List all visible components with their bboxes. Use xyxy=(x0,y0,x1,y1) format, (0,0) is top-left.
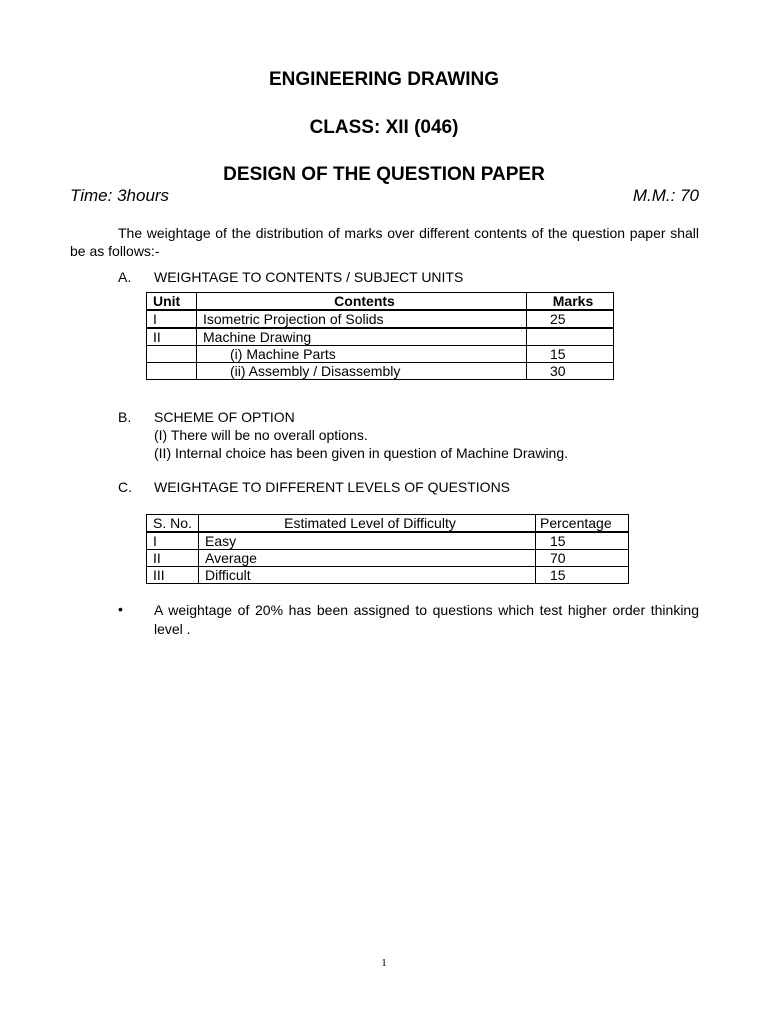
header-contents: Contents xyxy=(197,293,527,311)
marks-cell: 15 xyxy=(527,346,614,363)
table-row xyxy=(147,363,614,380)
percentage-cell: 15 xyxy=(536,532,629,550)
percentage-cell: 15 xyxy=(536,567,629,584)
table-row xyxy=(147,550,629,567)
contents-cell: (ii) Assembly / Disassembly xyxy=(197,363,527,380)
contents-cell: Isometric Projection of Solids xyxy=(197,310,527,328)
section-b-heading: SCHEME OF OPTION xyxy=(154,409,295,425)
table-row xyxy=(147,328,614,346)
difficulty-cell: Difficult xyxy=(199,567,536,584)
unit-cell xyxy=(147,346,197,363)
contents-cell: Machine Drawing xyxy=(197,328,527,346)
difficulty-cell: Average xyxy=(199,550,536,567)
section-b-letter: B. xyxy=(118,409,132,425)
table-row xyxy=(147,310,614,328)
header-difficulty: Estimated Level of Difficulty xyxy=(199,515,536,533)
marks-cell xyxy=(527,328,614,346)
contents-table xyxy=(146,292,614,380)
section-c-heading: WEIGHTAGE TO DIFFERENT LEVELS OF QUESTIONS xyxy=(154,479,511,495)
header-unit: Unit xyxy=(147,293,197,311)
time-marks-row xyxy=(70,186,699,206)
percentage-cell: 70 xyxy=(536,550,629,567)
option-line: (II) Internal choice has been given in question of Machine Drawing. xyxy=(154,445,569,461)
unit-cell: II xyxy=(147,328,197,346)
table-row xyxy=(147,532,629,550)
sno-cell: I xyxy=(147,532,199,550)
marks-cell: 25 xyxy=(527,310,614,328)
weightage-note: A weightage of 20% has been assigned to questions which test higher order thinking level . xyxy=(154,602,699,637)
intro-paragraph: The weightage of the distribution of marks over different contents of the question paper shall be as follows:- xyxy=(70,225,699,259)
difficulty-cell: Easy xyxy=(199,532,536,550)
design-heading: DESIGN OF THE QUESTION PAPER xyxy=(223,164,545,185)
unit-cell: I xyxy=(147,310,197,328)
contents-cell: (i) Machine Parts xyxy=(197,346,527,363)
time-label: Time: 3hours xyxy=(70,186,170,205)
document-title: ENGINEERING DRAWING xyxy=(268,69,500,90)
marks-cell: 30 xyxy=(527,363,614,380)
header-marks: Marks xyxy=(527,293,614,311)
page-number: 1 xyxy=(381,957,387,969)
table-row xyxy=(147,346,614,363)
table-row xyxy=(147,567,629,584)
class-line: CLASS: XII (046) xyxy=(309,117,459,138)
table-header-row xyxy=(147,515,629,533)
table-header-row xyxy=(147,293,614,311)
bullet-icon: • xyxy=(118,601,123,617)
unit-cell xyxy=(147,363,197,380)
section-a-letter: A. xyxy=(118,269,132,285)
section-a-heading: WEIGHTAGE TO CONTENTS / SUBJECT UNITS xyxy=(154,269,464,285)
section-c-letter: C. xyxy=(118,479,132,495)
sno-cell: III xyxy=(147,567,199,584)
header-sno: S. No. xyxy=(147,515,199,533)
difficulty-table xyxy=(146,514,629,584)
option-line: (I) There will be no overall options. xyxy=(154,427,368,443)
header-percentage: Percentage xyxy=(536,515,629,533)
max-marks-label: M.M.: 70 xyxy=(632,186,699,205)
sno-cell: II xyxy=(147,550,199,567)
